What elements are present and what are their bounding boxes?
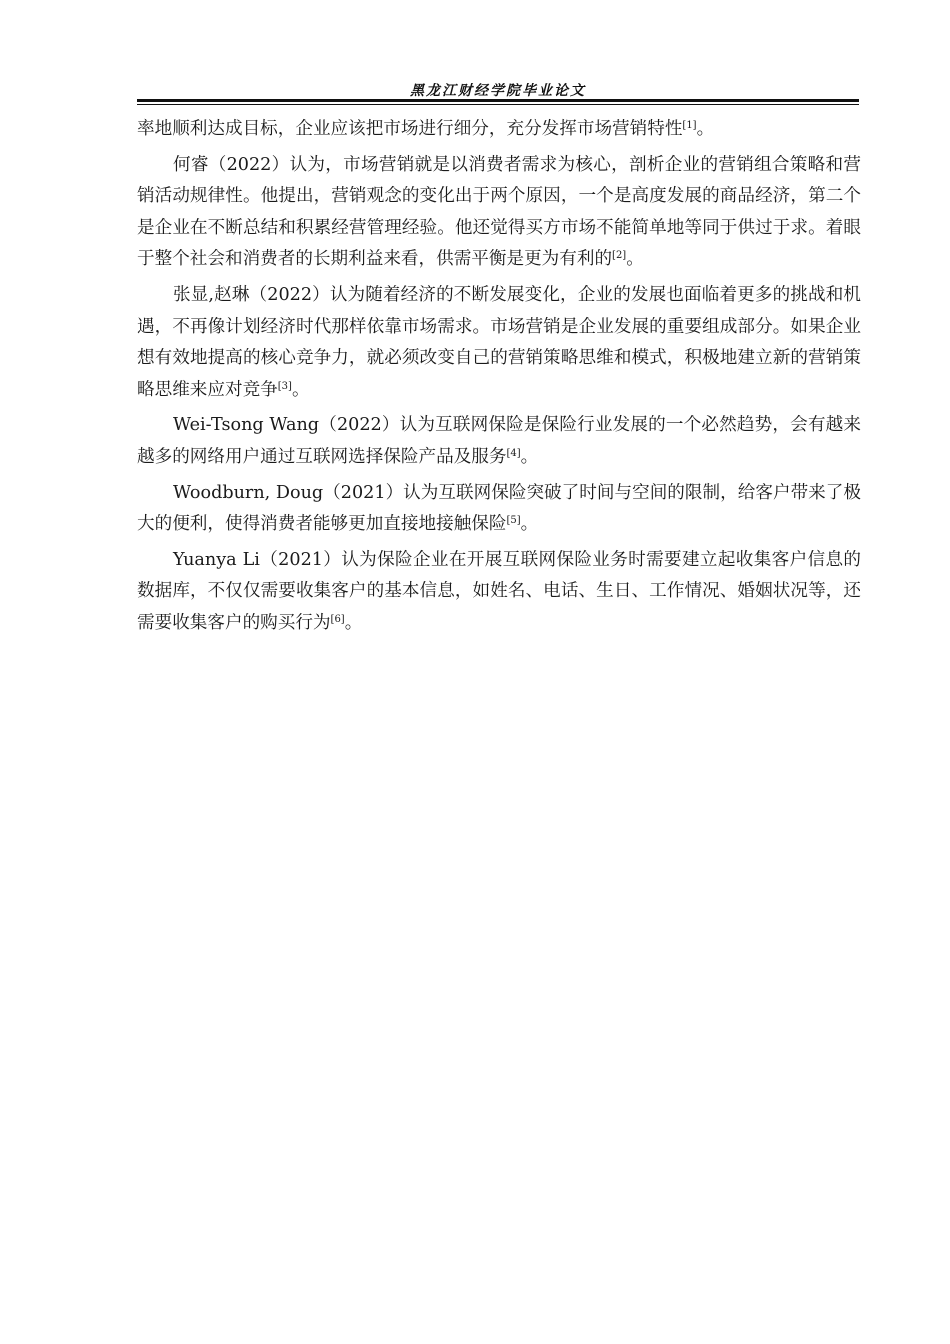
paragraph-text: 张显,赵琳（2022）认为随着经济的不断发展变化，企业的发展也面临着更多的挑战和机遇，不再像计划经济时代那样依靠市场需求。市场营销是企业发展的重要组成部分。如果企业想有效地提高的核心竞争力，就必须改变自己的营销策略思维和模式，积极地建立新的营销策略思维来应对竞争 (137, 284, 861, 400)
paragraph-end-punct: 。 (626, 249, 644, 270)
citation-ref: [2] (612, 250, 627, 262)
header-rule-thick (137, 99, 859, 102)
paragraph-zhang-xian (137, 280, 861, 406)
paragraph-he-rui (137, 150, 861, 276)
paragraph-li (137, 545, 861, 640)
paragraph-text: 何睿（2022）认为，市场营销就是以消费者需求为核心，剖析企业的营销组合策略和营销活动规律性。他提出，营销观念的变化出于两个原因，一个是高度发展的商品经济，第二个是企业在不断总结和积累经营管理经验。他还觉得买方市场不能简单地等同于供过于求。着眼于整个社会和消费者的长期利益来看，供需平衡是更为有利的 (137, 154, 861, 270)
paragraph-end-punct: 。 (291, 379, 310, 400)
paragraph-end-punct: 。 (520, 514, 539, 535)
paragraph-end-punct: 。 (696, 119, 715, 139)
paragraph-text: Woodburn, Doug（2021）认为互联网保险突破了时间与空间的限制，给客户带来了极大的便利，使得消费者能够更加直接地接触保险 (137, 482, 861, 535)
header-rule-thin (137, 104, 859, 105)
citation-ref: [6] (330, 613, 345, 625)
running-header-title: 黑龙江财经学院毕业论文 (410, 83, 586, 99)
paragraph-text: 率地顺利达成目标，企业应该把市场进行细分，充分发挥市场营销特性 (137, 119, 683, 139)
paragraph-text: Yuanya Li（2021）认为保险企业在开展互联网保险业务时需要建立起收集客户信息的数据库，不仅仅需要收集客户的基本信息，如姓名、电话、生日、工作情况、婚姻状况等，还需要收集客户的购买行为 (137, 549, 861, 633)
paragraph-continuation (137, 114, 861, 146)
citation-ref: [4] (506, 447, 521, 459)
paragraph-end-punct: 。 (520, 446, 539, 467)
citation-ref: [1] (682, 120, 697, 131)
citation-ref: [3] (277, 380, 292, 392)
paragraph-end-punct: 。 (344, 612, 363, 633)
paragraph-wang (137, 410, 861, 473)
paragraph-text: Wei-Tsong Wang（2022）认为互联网保险是保险行业发展的一个必然趋势，会有越来越多的网络用户通过互联网选择保险产品及服务 (137, 415, 861, 467)
body-text (137, 114, 861, 644)
paragraph-woodburn (137, 478, 861, 541)
citation-ref: [5] (506, 515, 521, 527)
